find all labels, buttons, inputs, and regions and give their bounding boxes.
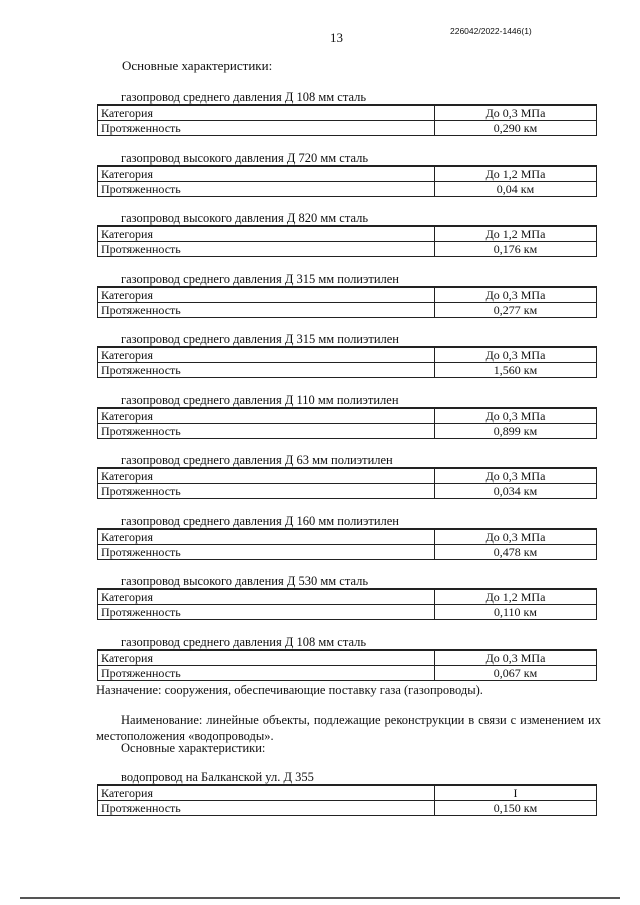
row-label: Протяженность bbox=[98, 665, 435, 680]
table-row bbox=[98, 529, 597, 544]
row-label: Протяженность bbox=[98, 302, 435, 317]
row-label: Категория bbox=[98, 106, 435, 121]
table-row bbox=[98, 363, 597, 378]
table-row bbox=[98, 469, 597, 484]
block-title: газопровод среднего давления Д 315 мм полиэтилен bbox=[97, 332, 597, 347]
spec-table bbox=[97, 589, 597, 620]
row-label: Протяженность bbox=[98, 484, 435, 499]
row-label: Протяженность bbox=[98, 181, 435, 196]
gas-pipeline-block bbox=[97, 393, 597, 439]
row-label: Категория bbox=[98, 469, 435, 484]
block-title: газопровод среднего давления Д 315 мм полиэтилен bbox=[97, 272, 597, 287]
block-title: газопровод высокого давления Д 530 мм сталь bbox=[97, 574, 597, 589]
table-row bbox=[98, 348, 597, 363]
row-value: До 1,2 МПа bbox=[435, 227, 597, 242]
row-value: 0,04 км bbox=[435, 181, 597, 196]
gas-pipeline-block bbox=[97, 453, 597, 499]
spec-table bbox=[97, 408, 597, 439]
gas-pipeline-block bbox=[97, 514, 597, 560]
row-label: Категория bbox=[98, 590, 435, 605]
row-value: До 1,2 МПа bbox=[435, 166, 597, 181]
table-row bbox=[98, 484, 597, 499]
row-label: Протяженность bbox=[98, 363, 435, 378]
block-title: газопровод среднего давления Д 110 мм полиэтилен bbox=[97, 393, 597, 408]
table-row bbox=[98, 801, 597, 816]
gas-pipeline-block bbox=[97, 211, 597, 257]
table-row bbox=[98, 544, 597, 559]
characteristics-heading-2: Основные характеристики: bbox=[121, 741, 266, 755]
row-label: Протяженность bbox=[98, 423, 435, 438]
row-label: Категория bbox=[98, 166, 435, 181]
block-title: газопровод среднего давления Д 160 мм полиэтилен bbox=[97, 514, 597, 529]
block-title: газопровод среднего давления Д 108 мм сталь bbox=[97, 635, 597, 650]
row-value: 0,478 км bbox=[435, 544, 597, 559]
spec-table bbox=[97, 650, 597, 681]
row-label: Протяженность bbox=[98, 605, 435, 620]
spec-table bbox=[97, 166, 597, 197]
gas-pipeline-block bbox=[97, 272, 597, 318]
row-value: 0,899 км bbox=[435, 423, 597, 438]
row-label: Протяженность bbox=[98, 801, 435, 816]
table-row bbox=[98, 590, 597, 605]
row-value: До 0,3 МПа bbox=[435, 408, 597, 423]
table-row bbox=[98, 106, 597, 121]
row-label: Категория bbox=[98, 227, 435, 242]
row-label: Категория bbox=[98, 287, 435, 302]
row-value: До 0,3 МПа bbox=[435, 650, 597, 665]
gas-pipeline-block bbox=[97, 90, 597, 136]
block-title: водопровод на Балканской ул. Д 355 bbox=[97, 770, 597, 785]
page-number: 13 bbox=[330, 30, 343, 45]
row-value: 0,067 км bbox=[435, 665, 597, 680]
row-label: Протяженность bbox=[98, 544, 435, 559]
spec-table bbox=[97, 287, 597, 318]
row-value: 0,150 км bbox=[435, 801, 597, 816]
table-row bbox=[98, 181, 597, 196]
document-code: 226042/2022-1446(1) bbox=[450, 26, 532, 36]
row-value: 0,110 км bbox=[435, 605, 597, 620]
gas-pipeline-block bbox=[97, 151, 597, 197]
block-title: газопровод среднего давления Д 63 мм полиэтилен bbox=[97, 453, 597, 468]
row-value: До 0,3 МПа bbox=[435, 106, 597, 121]
block-title: газопровод высокого давления Д 820 мм сталь bbox=[97, 211, 597, 226]
table-row bbox=[98, 242, 597, 257]
row-label: Категория bbox=[98, 529, 435, 544]
row-label: Категория bbox=[98, 408, 435, 423]
row-value: До 0,3 МПа bbox=[435, 529, 597, 544]
spec-table bbox=[97, 468, 597, 499]
gas-pipeline-block bbox=[97, 332, 597, 378]
characteristics-heading: Основные характеристики: bbox=[122, 58, 273, 73]
spec-table bbox=[97, 785, 597, 816]
naming-paragraph: Наименование: линейные объекты, подлежащие реконструкции в связи с изменением их местоположения «водопроводы». bbox=[96, 713, 601, 743]
spec-table bbox=[97, 529, 597, 560]
table-row bbox=[98, 302, 597, 317]
row-label: Категория bbox=[98, 650, 435, 665]
gas-pipeline-block bbox=[97, 635, 597, 681]
gas-pipeline-block bbox=[97, 574, 597, 620]
row-value: 0,290 км bbox=[435, 121, 597, 136]
row-value: I bbox=[435, 786, 597, 801]
row-value: 1,560 км bbox=[435, 363, 597, 378]
table-row bbox=[98, 650, 597, 665]
row-label: Категория bbox=[98, 786, 435, 801]
block-title: газопровод среднего давления Д 108 мм сталь bbox=[97, 90, 597, 105]
row-value: 0,277 км bbox=[435, 302, 597, 317]
row-value: До 0,3 МПа bbox=[435, 348, 597, 363]
table-row bbox=[98, 605, 597, 620]
table-row bbox=[98, 665, 597, 680]
row-value: 0,034 км bbox=[435, 484, 597, 499]
row-label: Категория bbox=[98, 348, 435, 363]
spec-table bbox=[97, 347, 597, 378]
table-row bbox=[98, 423, 597, 438]
spec-table bbox=[97, 105, 597, 136]
table-row bbox=[98, 408, 597, 423]
table-row bbox=[98, 121, 597, 136]
water-pipeline-block bbox=[97, 770, 597, 816]
footer-divider bbox=[20, 897, 620, 899]
row-value: До 1,2 МПа bbox=[435, 590, 597, 605]
row-value: 0,176 км bbox=[435, 242, 597, 257]
table-row bbox=[98, 786, 597, 801]
table-row bbox=[98, 227, 597, 242]
purpose-line: Назначение: сооружения, обеспечивающие поставку газа (газопроводы). bbox=[96, 683, 483, 697]
row-value: До 0,3 МПа bbox=[435, 469, 597, 484]
row-label: Протяженность bbox=[98, 121, 435, 136]
spec-table bbox=[97, 226, 597, 257]
table-row bbox=[98, 287, 597, 302]
row-value: До 0,3 МПа bbox=[435, 287, 597, 302]
block-title: газопровод высокого давления Д 720 мм сталь bbox=[97, 151, 597, 166]
row-label: Протяженность bbox=[98, 242, 435, 257]
table-row bbox=[98, 166, 597, 181]
